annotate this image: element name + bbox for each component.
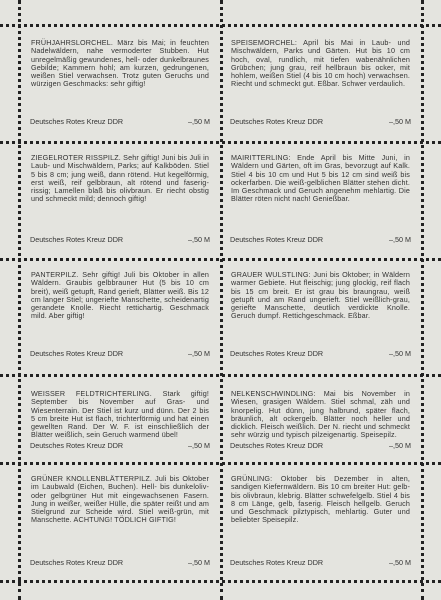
perforation-row-2: [0, 258, 441, 261]
perforation-row-1: [0, 141, 441, 144]
stamp-grauer-wulstling: [230, 271, 411, 358]
stamp-footer: [30, 558, 210, 567]
stamp-mairitterling: [230, 154, 411, 244]
stamp-footer: [30, 441, 210, 450]
stamp-text: MAIRITTERLING: Ende April bis Mitte Juni, in Wäldern und Gärten, oft im Gras, bevorzugt auf Kalk. Stiel 4 bis 10 cm und Hut 5 bis 12 cm sind weiß bis ockerfarben. Die weiß-gelblichen Blätter stehen dicht. Im Geschmack und Geruch angenehm mehlartig. Die Blätter röten nicht nach! Genießbar.: [231, 153, 410, 204]
stamp-speisemorchel: [230, 39, 411, 126]
price: –,50 M: [389, 558, 411, 567]
stamp-text: PANTERPILZ. Sehr giftig! Juli bis Oktober in allen Wäldern. Graubis gelbbrauner Hut (5 bis 10 cm breit), weiß getupft, Rand gerieft, Blätter weiß. Bis 12 cm langer Stiel; ungeriefte Manschette, scheidenartig gerandete Knolle. Riecht rettichartig. Geschmack mild. Aber giftig!: [31, 270, 209, 321]
stamp-text: WEISSER FELDTRICHTERLING. Stark giftig! September bis November auf Gras- und Wiesenterrain. Der Stiel ist kurz und dünn. Der 2 bis 5 cm breite Hut ist flach, trichterförmig und hat einen gewellten Rand. Der W. F. ist einschließlich der Blätter weißlich, sein Geruch warmend übel!: [31, 389, 209, 440]
issuer: Deutsches Rotes Kreuz DDR: [30, 349, 124, 358]
stamp-footer: [30, 117, 210, 126]
perforation-center: [220, 0, 223, 600]
stamp-ziegelroter-risspilz: [30, 154, 210, 244]
price: –,50 M: [389, 349, 411, 358]
price: –,50 M: [188, 558, 210, 567]
price: –,50 M: [188, 117, 210, 126]
issuer: Deutsches Rotes Kreuz DDR: [30, 235, 124, 244]
stamp-panterpilz: [30, 271, 210, 358]
issuer: Deutsches Rotes Kreuz DDR: [30, 117, 124, 126]
stamp-footer: [230, 235, 411, 244]
perforation-left: [18, 0, 21, 600]
stamp-text: GRAUER WULSTLING: Juni bis Oktober; in Wäldern warmer Gebiete. Hut fleischig; jung glockig, reif flach bis 15 cm breit. Er ist grau bis braungrau, weiß getupft und am Rand ungerieft. Stiel weißlich-grau, geriefte Manschette, deutlich verdickte Knolle. Geruch dumpf. Rettichgeschmack. Eßbar.: [231, 270, 410, 321]
stamp-footer: [230, 558, 411, 567]
stamp-fruehjahrslorchel: [30, 39, 210, 126]
stamp-text: GRÜNER KNOLLENBLÄTTERPILZ. Juli bis Oktober im Laubwald (Eichen, Buchen). Hell- bis dunkeloliv- oder gelbgrüner Hut mit eingewachsenen Fasern. Jung in weißer, weißer Hülle, die später reißt und am Stielgrund zur Scheide wird. Stiel weiß-grün, mit Manschette. ACHTUNG! TÖDLICH GIFTIG!: [31, 474, 209, 525]
issuer: Deutsches Rotes Kreuz DDR: [230, 349, 324, 358]
price: –,50 M: [188, 441, 210, 450]
stamp-text: SPEISEMORCHEL: April bis Mai in Laub- und Mischwäldern, Parks und Gärten. Hut bis 10 cm hoch, oval, rundlich, mit tiefen wabenähnlichen Grübchen; jung grau, reif hellbraun bis ocker, mit hohlem, weißen Stiel (4 bis 10 cm hoch) verwachsen. Riecht und schmeckt gut. Eßbar. Schwer verdaulich.: [231, 38, 410, 89]
stamp-text: FRÜHJAHRSLORCHEL. März bis Mai; in feuchten Nadelwäldern, nahe vermoderter Stubben. Hut unregelmäßig gewundenes, hell- oder dunkelbraunes Gebilde; Kammern hohl; am kurzen, gedrungenen, weißen Stiel verwachsen. Trotz guten Geruchs und würzigen Geschmacks: sehr giftig!: [31, 38, 209, 89]
perforation-row-0: [0, 24, 441, 27]
stamp-text: ZIEGELROTER RISSPILZ. Sehr giftig! Juni bis Juli in Laub- und Mischwäldern, Parks; auf Kalkböden. Stiel 5 bis 8 cm; jung weiß, dann rötend. Hut kegelförmig, erst weiß, reif gelbbraun, alt rötend und faserig-rissig; Lamellen blaß bis olivbraun. Er riecht obstig und schmeckt mild; dennoch giftig!: [31, 153, 209, 204]
stamp-gruenling: [230, 475, 411, 567]
perforation-row-5: [0, 580, 441, 583]
issuer: Deutsches Rotes Kreuz DDR: [30, 441, 124, 450]
stamp-footer: [230, 117, 411, 126]
price: –,50 M: [389, 441, 411, 450]
price: –,50 M: [389, 117, 411, 126]
stamp-footer: [230, 441, 411, 450]
stamp-nelkenschwindling: [230, 390, 411, 450]
perforation-right: [421, 0, 424, 600]
price: –,50 M: [188, 349, 210, 358]
issuer: Deutsches Rotes Kreuz DDR: [230, 441, 324, 450]
stamp-footer: [230, 349, 411, 358]
perforation-row-4: [0, 462, 441, 465]
price: –,50 M: [389, 235, 411, 244]
price: –,50 M: [188, 235, 210, 244]
stamp-text: NELKENSCHWINDLING: Mai bis November in Wiesen, grasigen Wäldern. Stiel schmal, zäh und knorpelig. Hut dünn, jung halbrund, später flach, bräunlich, alt ockergelb. Blätter noch heller und dicklich. Fleisch weißlich. Der N. riecht und schmeckt sehr würzig und typisch pilzeigenartig. Speisepilz.: [231, 389, 410, 440]
issuer: Deutsches Rotes Kreuz DDR: [30, 558, 124, 567]
stamp-text: GRÜNLING: Oktober bis Dezember in alten, sandigen Kiefernwäldern. Bis 10 cm breiter Hut: gelb- bis olivbraun, klebrig. Blätter schwefelgelb. Stiel 4 bis 8 cm Länge, gelb, faserig. Fleisch hellgelb. Geruch und Geschmack pilztypisch, mehlartig. Guter und beliebter Speisepilz.: [231, 474, 410, 525]
stamp-footer: [30, 235, 210, 244]
issuer: Deutsches Rotes Kreuz DDR: [230, 117, 324, 126]
issuer: Deutsches Rotes Kreuz DDR: [230, 558, 324, 567]
issuer: Deutsches Rotes Kreuz DDR: [230, 235, 324, 244]
stamp-footer: [30, 349, 210, 358]
stamp-weisser-feldtrichterling: [30, 390, 210, 450]
stamp-gruener-knollenblaetterpilz: [30, 475, 210, 567]
perforation-row-3: [0, 374, 441, 377]
